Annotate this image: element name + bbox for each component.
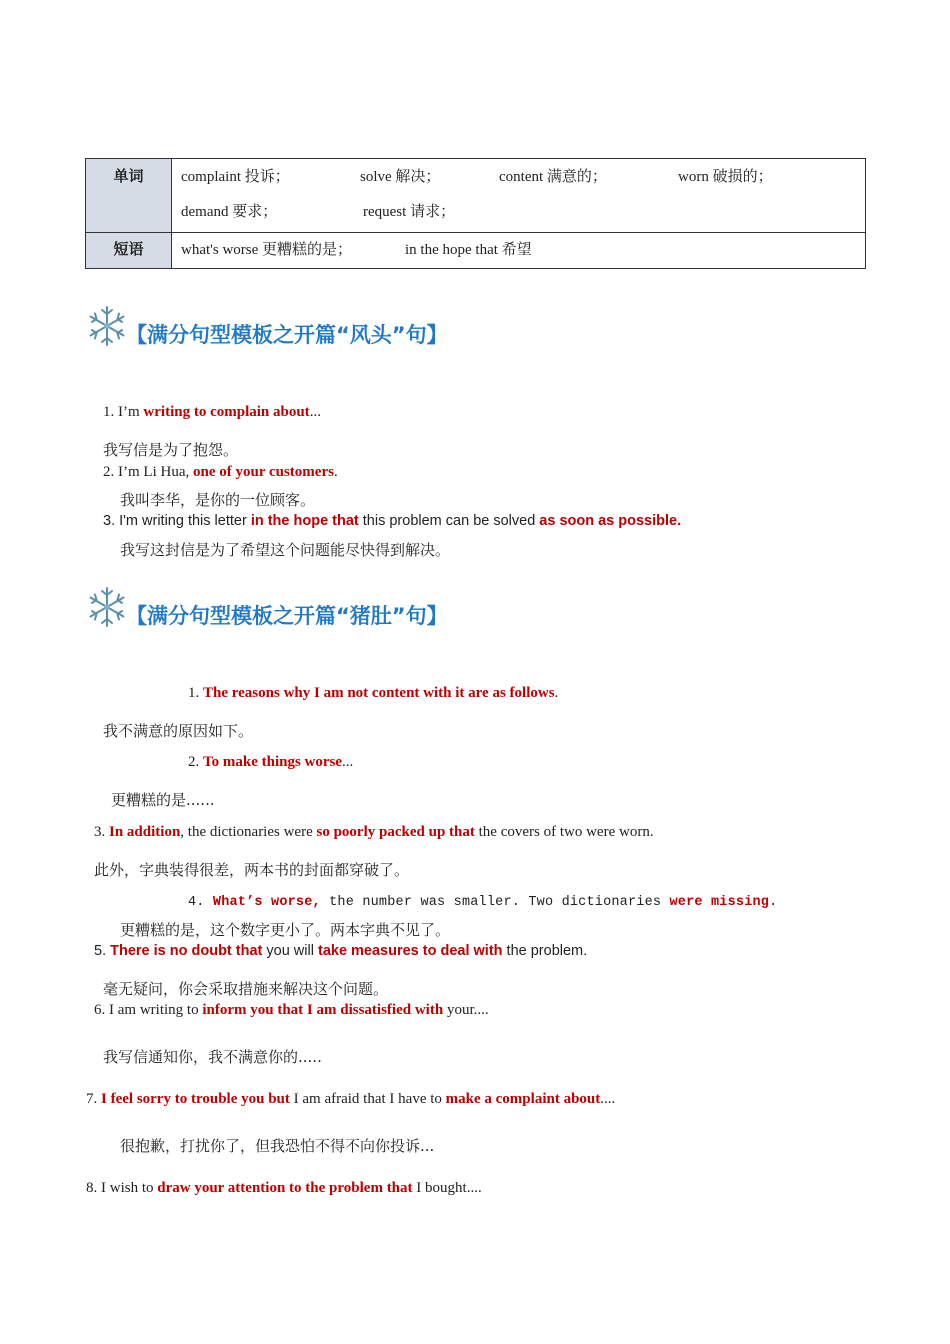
s2-item-6-cn: 我写信通知你，我不满意你的..... [103, 1048, 322, 1066]
section1-title: 【满分句型模板之开篇“风头”句】 [126, 323, 448, 347]
s2-item-5-cn: 毫无疑问，你会采取措施来解决这个问题。 [103, 980, 389, 998]
phrase-item: in the hope that 希望 [405, 242, 532, 258]
s1-item-2-cn: 我叫李华，是你的一位顾客。 [120, 491, 316, 509]
snowflake-icon [86, 305, 128, 347]
s2-item-1: 1. The reasons why I am not content with it are as follows. [188, 685, 559, 701]
s2-item-4-cn: 更糟糕的是，这个数字更小了。两本字典不见了。 [120, 921, 451, 939]
s2-item-3: 3. In addition, the dictionaries were so poorly packed up that the covers of two were worn. [94, 824, 654, 840]
section1-heading [86, 305, 686, 355]
s2-item-2-cn: 更糟糕的是...... [111, 791, 215, 809]
s1-item-3: 3. I'm writing this letter in the hope that this problem can be solved as soon as possible. [103, 513, 682, 529]
s1-item-3-cn: 我写这封信是为了希望这个问题能尽快得到解决。 [120, 541, 451, 559]
section2-heading [86, 586, 686, 636]
vocab-item: demand 要求； [181, 204, 278, 220]
vocab-row-words [86, 159, 865, 233]
section2-title: 【满分句型模板之开篇“猪肚”句】 [126, 604, 448, 628]
vocab-header-phrases: 短语 [86, 233, 172, 268]
s2-item-5: 5. There is no doubt that you will take measures to deal with the problem. [94, 943, 588, 959]
phrase-item: what's worse 更糟糕的是； [181, 242, 353, 258]
vocab-header-words: 单词 [86, 159, 172, 232]
s1-item-1-cn: 我写信是为了抱怨。 [103, 441, 239, 459]
s1-item-2: 2. I’m Li Hua, one of your customers. [103, 464, 338, 480]
s2-item-4: 4. What’s worse, the number was smaller. Two dictionaries were missing. [188, 895, 778, 910]
vocab-item: complaint 投诉； [181, 169, 290, 185]
vocab-item: worn 破损的； [678, 169, 773, 185]
s2-item-1-cn: 我不满意的原因如下。 [103, 722, 254, 740]
s2-item-7-cn: 很抱歉，打扰你了，但我恐怕不得不向你投诉... [120, 1137, 435, 1155]
s2-item-3-cn: 此外，字典装得很差，两本书的封面都穿破了。 [94, 861, 410, 879]
s2-item-7: 7. I feel sorry to trouble you but I am afraid that I have to make a complaint about.... [86, 1091, 616, 1107]
s2-item-8: 8. I wish to draw your attention to the problem that I bought.... [86, 1180, 482, 1196]
vocab-item: content 满意的； [499, 169, 607, 185]
s2-item-2: 2. To make things worse... [188, 754, 354, 770]
s2-item-6: 6. I am writing to inform you that I am dissatisfied with your.... [94, 1002, 489, 1018]
vocab-row-phrases [86, 233, 865, 268]
vocab-item: request 请求； [363, 204, 456, 220]
snowflake-icon [86, 586, 128, 628]
s1-item-1: 1. I’m writing to complain about... [103, 404, 321, 420]
vocab-table [85, 158, 866, 269]
vocab-item: solve 解决； [360, 169, 441, 185]
